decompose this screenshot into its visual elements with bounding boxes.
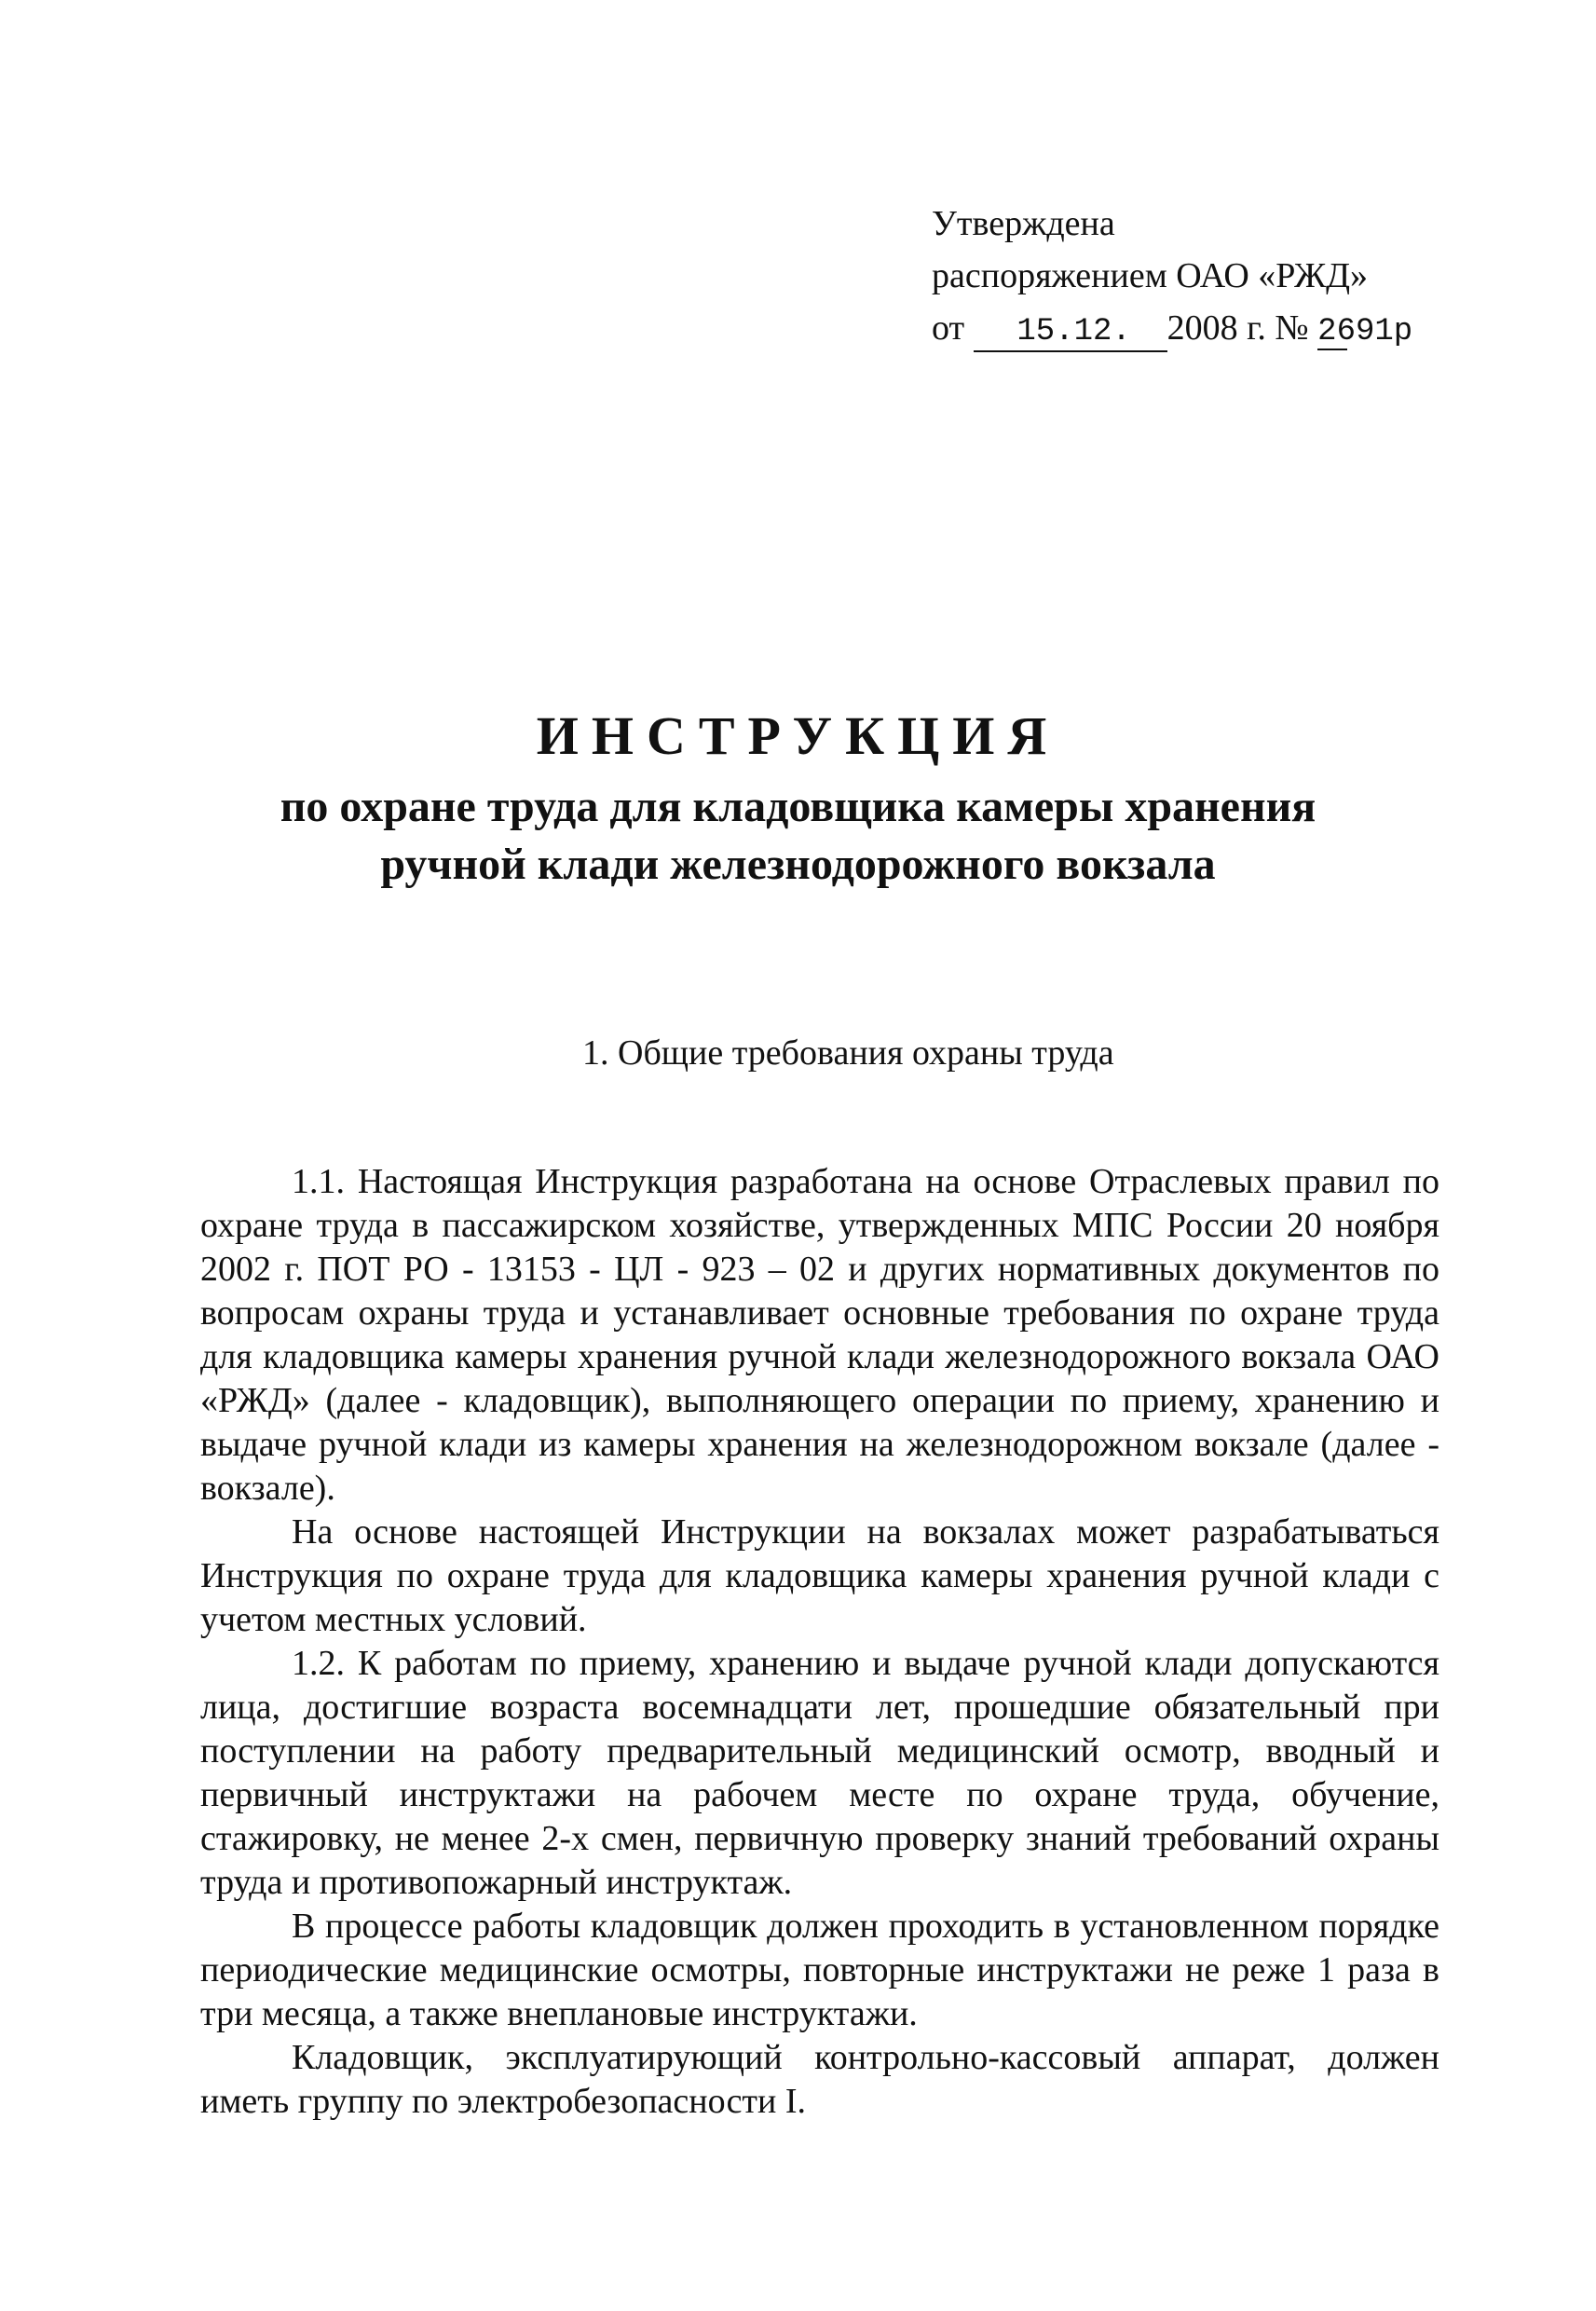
approval-date: 15.12.	[974, 313, 1167, 352]
section-heading: 1. Общие требования охраны труда	[582, 1033, 1114, 1073]
approval-number-wrap	[1317, 302, 1413, 354]
approval-line-2: распоряжением ОАО «РЖД»	[932, 256, 1369, 295]
paragraph: 1.1. Настоящая Инструкция разработана на основе Отраслевых правил по охране труда в пассажирском хозяйстве, утвержденных МПС России 20 ноября 2002 г. ПОТ РО - 13153 - ЦЛ - 923 – 02 и других нормативных документов по вопросам охраны труда и устанавливает основные требования по охране труда для кладовщика камеры хранения ручной клади железнодорожного вокзала ОАО «РЖД» (далее - кладовщик), выполняющего операции по приему, хранению и выдаче ручной клади из камеры хранения на железнодорожном вокзале (далее - вокзале).	[200, 1162, 1439, 1508]
approval-number: 2691р	[1317, 314, 1413, 349]
document-title: ИНСТРУКЦИЯ	[536, 705, 1060, 766]
subtitle-line-1: по охране труда для кладовщика камеры хранения	[280, 782, 1316, 831]
approval-block	[932, 198, 1413, 354]
document-subtitle	[0, 778, 1596, 894]
approval-line-1: Утверждена	[932, 204, 1115, 243]
approval-prefix: от	[932, 308, 965, 348]
subtitle-line-2: ручной клади железнодорожного вокзала	[380, 840, 1216, 889]
paragraph: На основе настоящей Инструкции на вокзалах может разрабатываться Инструкция по охране труда для кладовщика камеры хранения ручной клади с учетом местных условий.	[200, 1512, 1439, 1639]
paragraph: Кладовщик, эксплуатирующий контрольно-кассовый аппарат, должен иметь группу по электробезопасности I.	[200, 2038, 1439, 2121]
approval-line-3	[932, 302, 1413, 354]
paragraph: В процессе работы кладовщик должен проходить в установленном порядке периодические медицинские осмотры, повторные инструктажи не реже 1 раза в три месяца, а также внеплановые инструктажи.	[200, 1907, 1439, 2033]
approval-year: 2008 г. №	[1166, 308, 1309, 348]
paragraph: 1.2. К работам по приему, хранению и выдаче ручной клади допускаются лица, достигшие возраста восемнадцати лет, прошедшие обязательный при поступлении на работу предварительный медицинский осмотр, вводный и первичный инструктажи на рабочем месте по охране труда, обучение, стажировку, не менее 2-х смен, первичную проверку знаний требований охраны труда и противопожарный инструктаж.	[200, 1644, 1439, 1902]
document-body	[200, 1160, 1439, 2124]
